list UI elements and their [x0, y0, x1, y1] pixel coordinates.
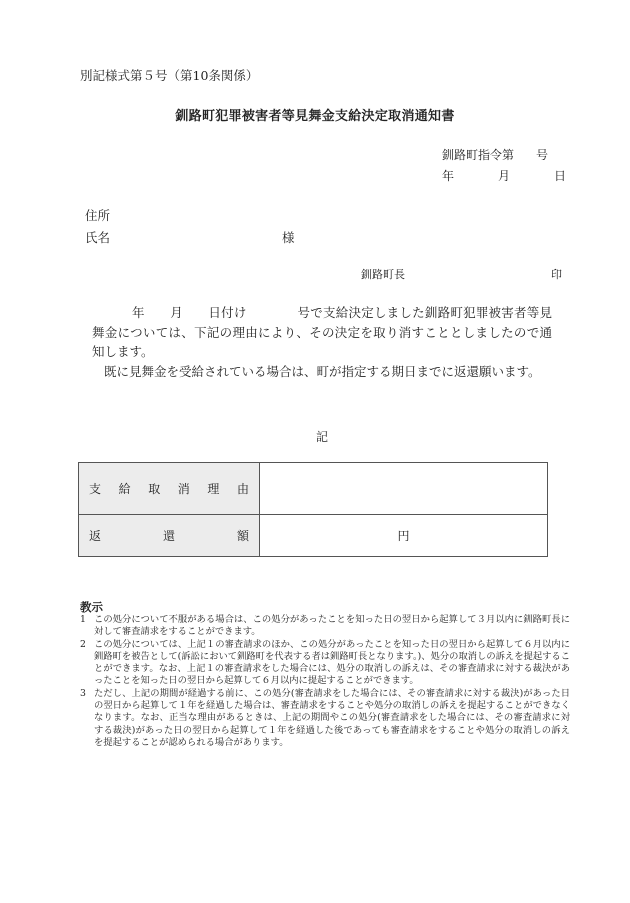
notice-body: [92, 303, 552, 381]
sender-title: 釧路町長: [361, 268, 405, 281]
note-number: 2: [80, 638, 86, 650]
label-char: 還: [162, 529, 175, 543]
refund-label: [79, 515, 260, 557]
note-text: この処分について不服がある場合は、この処分があったことを知った日の翌日から起算して３月以内に釧路町長に対して審査請求をすることができます。: [94, 614, 570, 638]
body-paragraph-1: 年 月 日付け 号で支給決定しました釧路町犯罪被害者等見舞金については、下記の理由により、その決定を取り消すこととしましたので通知します。: [92, 305, 552, 359]
details-table: [78, 462, 548, 557]
seal-mark: 印: [551, 268, 562, 281]
form-number: 別記様式第５号（第10条関係）: [80, 68, 259, 83]
label-char: 由: [236, 482, 249, 496]
reason-value[interactable]: [260, 463, 548, 515]
date-month: 月: [497, 169, 510, 183]
ki-heading: 記: [316, 430, 329, 444]
note-item: [80, 688, 570, 749]
issuer-suffix: 号: [536, 148, 549, 162]
note-item: [80, 614, 570, 639]
issuer-number: [442, 146, 548, 163]
note-text: この処分については、上記１の審査請求のほか、この処分があったことを知った日の翌日から起算して６月以内に釧路町を被告として(訴訟において釧路町を代表する者は釧路町長となります。)、処分の取消しの訴えを提起することができます。なお、上記１の審査請求をした場合には、処分の取消しの訴えは、その審査請求に対する裁決があったことを知った日の翌日から起算して６月以内に提起することができます。: [94, 638, 571, 687]
reason-row: [79, 463, 548, 515]
note-number: 1: [80, 614, 86, 625]
notes-list: [80, 614, 570, 749]
refund-unit: 円: [397, 529, 410, 543]
issue-date: [442, 167, 566, 184]
honorific: 様: [282, 230, 295, 245]
label-char: 給: [118, 482, 131, 496]
note-text: ただし、上記の期間が経過する前に、この処分(審査請求をした場合には、その審査請求に対する裁決)があった日の翌日から起算して１年を経過した場合は、審査請求をすることや処分の取消しの訴えを提起することができなくなります。なお、正当な理由があるときは、上記の期間やこの処分(審査請求をした場合には、その審査請求に対する裁決)があった日の翌日から起算して１年を経過した後であっても審査請求をすることや処分の取消しの訴えを提起することが認められる場合があります。: [94, 687, 570, 748]
note-item: [80, 639, 570, 688]
issuer-prefix: 釧路町指令第: [442, 148, 515, 162]
label-char: 取: [148, 482, 161, 496]
body-paragraph-2: 既に見舞金を受給されている場合は、町が指定する期日までに返還願います。: [104, 363, 541, 379]
label-char: 支: [89, 482, 102, 496]
label-char: 返: [89, 529, 102, 543]
address-label: 住所: [85, 208, 111, 223]
document-title: 釧路町犯罪被害者等見舞金支給決定取消通知書: [175, 109, 455, 124]
refund-row: [79, 515, 548, 557]
name-label: 氏名: [85, 230, 111, 245]
notes-heading: 教示: [80, 600, 103, 614]
label-char: 額: [236, 529, 249, 543]
refund-amount[interactable]: [260, 515, 548, 557]
date-year: 年: [442, 169, 455, 183]
reason-label: [79, 463, 260, 515]
label-char: 消: [177, 482, 190, 496]
note-number: 3: [80, 687, 86, 699]
date-day: 日: [553, 169, 566, 183]
label-char: 理: [207, 482, 220, 496]
